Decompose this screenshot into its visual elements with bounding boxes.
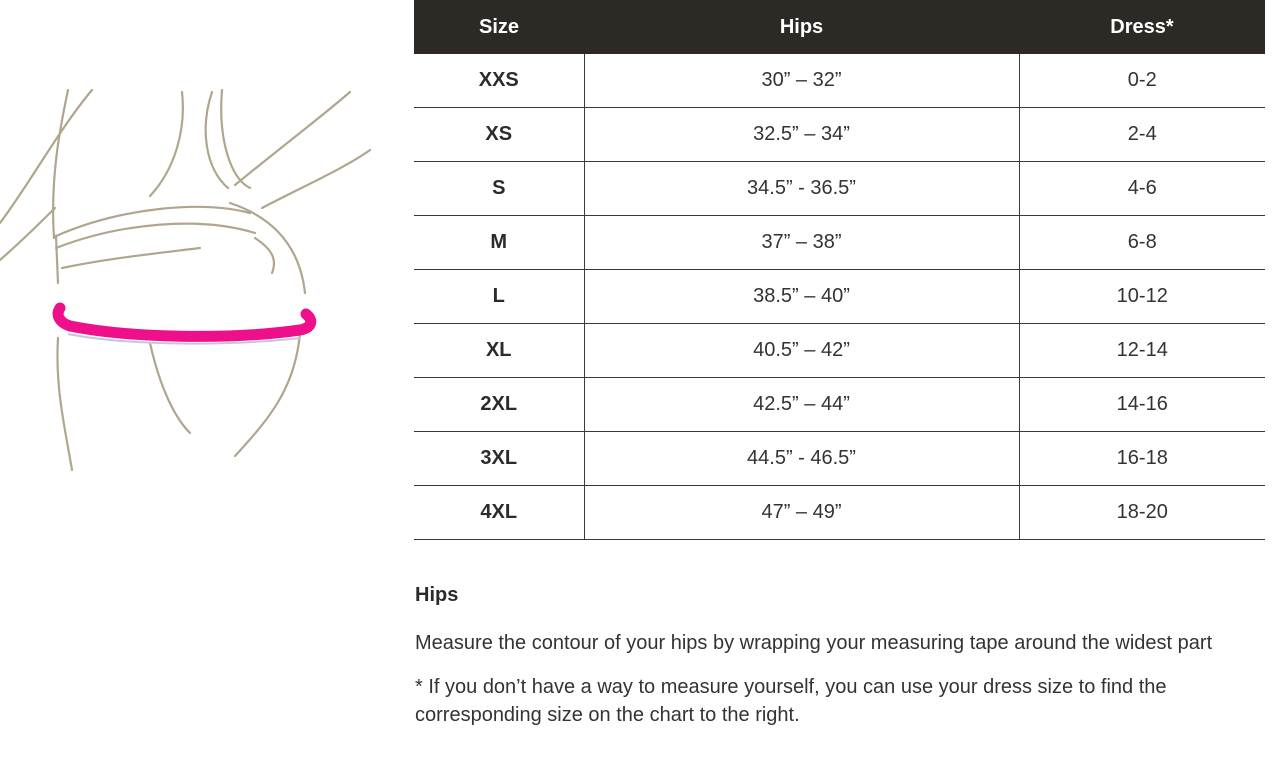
hips-value: 37” – 38”	[584, 216, 1019, 270]
dress-value: 18-20	[1019, 486, 1265, 540]
size-chart-table	[414, 0, 1265, 540]
size-value: M	[414, 216, 584, 270]
size-value: 4XL	[414, 486, 584, 540]
table-row	[414, 54, 1265, 108]
header-size: Size	[414, 0, 584, 54]
table-row	[414, 108, 1265, 162]
hips-value: 44.5” - 46.5”	[584, 432, 1019, 486]
dress-value: 14-16	[1019, 378, 1265, 432]
dress-value: 16-18	[1019, 432, 1265, 486]
dress-value: 2-4	[1019, 108, 1265, 162]
hips-value: 40.5” – 42”	[584, 324, 1019, 378]
measure-instructions: Measure the contour of your hips by wrapping your measuring tape around the widest part	[415, 632, 1213, 654]
hips-value: 32.5” – 34”	[584, 108, 1019, 162]
dress-value: 0-2	[1019, 54, 1265, 108]
size-value: 3XL	[414, 432, 584, 486]
table-header-row	[414, 0, 1265, 54]
header-dress: Dress*	[1019, 0, 1265, 54]
hips-value: 34.5” - 36.5”	[584, 162, 1019, 216]
measurement-notes	[415, 584, 1265, 745]
dress-value: 10-12	[1019, 270, 1265, 324]
table-row	[414, 486, 1265, 540]
hips-value: 42.5” – 44”	[584, 378, 1019, 432]
dress-value: 4-6	[1019, 162, 1265, 216]
hips-value: 38.5” – 40”	[584, 270, 1019, 324]
size-value: 2XL	[414, 378, 584, 432]
dress-size-note: * If you don’t have a way to measure yourself, you can use your dress size to find the corresponding size on the chart to the right.	[415, 676, 1167, 726]
table-row	[414, 216, 1265, 270]
size-value: XL	[414, 324, 584, 378]
size-value: XXS	[414, 54, 584, 108]
header-hips: Hips	[584, 0, 1019, 54]
dress-value: 12-14	[1019, 324, 1265, 378]
hips-value: 47” – 49”	[584, 486, 1019, 540]
table-row	[414, 378, 1265, 432]
hip-measurement-illustration	[0, 88, 380, 478]
table-row	[414, 432, 1265, 486]
hips-value: 30” – 32”	[584, 54, 1019, 108]
size-value: XS	[414, 108, 584, 162]
notes-heading: Hips	[415, 584, 459, 606]
size-value: S	[414, 162, 584, 216]
table-row	[414, 270, 1265, 324]
table-row	[414, 162, 1265, 216]
table-row	[414, 324, 1265, 378]
dress-value: 6-8	[1019, 216, 1265, 270]
size-value: L	[414, 270, 584, 324]
